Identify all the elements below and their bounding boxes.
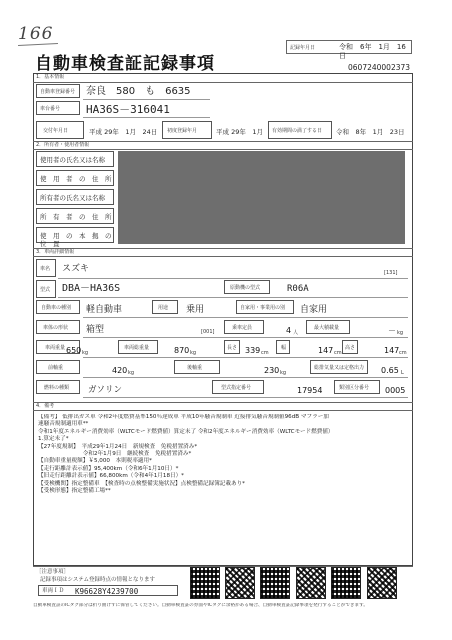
issue-label-cell (36, 121, 84, 139)
document-number: 0607240002373 (348, 63, 411, 72)
expiry-label-cell (268, 121, 332, 139)
remark-line: 令和2年1月9日 継続検査 免税措置済み* (38, 451, 192, 458)
width-value: 147 (318, 346, 334, 355)
owner-label-cell-0 (36, 151, 114, 167)
width-label-cell (276, 340, 290, 354)
issue-label: 交付年月日 (43, 128, 69, 134)
category-value: 0005 (385, 386, 406, 395)
rear-axle-value: 230 (264, 366, 280, 375)
capacity-label-cell (224, 320, 264, 334)
engine-label: 原動機の型式 (230, 285, 261, 291)
max-load-value: － (388, 326, 396, 335)
reg-no-label: 自動車登録番号 (40, 89, 76, 95)
use-label: 用途 (158, 305, 169, 311)
first-reg-label-cell (162, 121, 212, 139)
displacement-label-cell (310, 360, 368, 374)
max-load-unit: kg (397, 330, 404, 336)
type-designation-label: 型式指定番号 (221, 385, 252, 391)
vehicle-id-box (38, 585, 178, 596)
displacement-label: 総排気量又は定格出力 (314, 365, 365, 371)
height-value: 147 (384, 346, 400, 355)
rear-axle-label: 後軸重 (187, 365, 203, 371)
front-axle-value: 420 (112, 366, 128, 375)
width-label: 幅 (281, 345, 287, 351)
qr-code-1 (190, 567, 220, 599)
gross-label: 車両総重量 (124, 345, 150, 351)
remark-line: 【受検形態】指定整備工場** (38, 488, 111, 495)
qr-code-3 (260, 567, 290, 599)
type-designation-value: 17954 (297, 386, 323, 395)
shape-label: 車体の形状 (43, 325, 69, 331)
maker-label: 車名 (40, 266, 51, 272)
remark-line: 【走行距離計表示値】95,400km（令和6年1月10日）* (38, 465, 179, 472)
owner-row-label: 使 用 者 の 住 所 (40, 175, 112, 183)
category-label: 類別区分番号 (339, 385, 370, 391)
kind-label: 自動車の種別 (41, 305, 72, 311)
weight-label: 車両重量 (45, 345, 66, 351)
gross-label-cell (118, 340, 158, 354)
vehicle-id-value: K96628Y4239700 (75, 587, 139, 596)
qr-code-2 (225, 567, 255, 599)
private-value: 自家用 (300, 305, 328, 315)
owner-row-label: 所 有 者 の 住 所 (40, 213, 112, 221)
expiry-value: 令和 8年 1月 23日 (336, 128, 405, 136)
gross-unit: kg (190, 350, 197, 356)
model-label-cell (36, 280, 56, 298)
section4-header: 4．備考 (36, 403, 55, 409)
kind-label-cell (36, 300, 80, 314)
shape-label-cell (36, 320, 80, 334)
model-label: 型式 (40, 287, 51, 293)
record-date-label: 記録年月日 (290, 45, 316, 51)
engine-label-cell (224, 280, 270, 294)
notes-line: 記録事項はシステム登録時点の情報となります (40, 577, 155, 583)
shape-code: [001] (201, 329, 215, 335)
displacement-unit: L (401, 370, 404, 376)
weight-unit: kg (82, 350, 89, 356)
use-label-cell (152, 300, 178, 314)
length-label-cell (224, 340, 240, 354)
bottom-note: 自動車検査証のICタグ部分は折り曲げずに保管してください。自動車検査証の券面やICタグに余裕がある場合、自動車検査証記録事項を発行することができます。 (33, 603, 368, 608)
use-value: 乗用 (186, 305, 205, 315)
issue-value: 平成 29年 1月 24日 (89, 128, 158, 136)
height-label-cell (342, 340, 358, 354)
front-axle-label: 前軸重 (48, 365, 64, 371)
chassis-label: 車台番号 (40, 106, 61, 112)
remark-line: 【27年度規制】 平成29年1月24日 新規検査 免税措置済み* (38, 443, 198, 450)
front-axle-unit: kg (128, 370, 135, 376)
section1-header: 1．基本情報 (36, 74, 65, 80)
remark-line: 【旧走行距離計表示値】66,800km（令和4年1月18日）* (38, 473, 184, 480)
shape-value: 箱型 (86, 325, 105, 335)
private-label-cell (236, 300, 294, 314)
notes-header: ［注意事項］ (36, 569, 70, 575)
fuel-value: ガソリン (88, 385, 123, 395)
front-axle-label-cell (36, 360, 80, 374)
length-label: 長さ (227, 345, 238, 351)
maker-label-cell (36, 259, 56, 277)
remark-line: 【受検機関】指定整備車 【検査時の点検整備実施状況】点検整備記録簿記載あり* (38, 480, 245, 487)
maker-value: スズキ (62, 264, 90, 274)
displacement-value: 0.65 (381, 366, 399, 375)
chassis-label-cell (36, 101, 80, 115)
remark-line: 速騒音規制適用車** (38, 421, 89, 428)
remark-line: 1.算定未了* (38, 436, 69, 443)
height-label: 高さ (345, 345, 356, 351)
owner-label-cell-1 (36, 170, 114, 186)
page-title: 自動車検査証記録事項 (35, 54, 215, 74)
remark-line: 【備考】 低排出ガス車 令和2年度燃費基準150％達成車 平成10年騒音規制車 近接排気騒音規制値96dB マフラー加 (38, 414, 329, 420)
fuel-label-cell (36, 380, 80, 394)
owner-label-cell-2 (36, 189, 114, 205)
length-value: 339 (245, 346, 261, 355)
width-unit: cm (334, 350, 342, 356)
handwritten-number: 166 (18, 24, 54, 44)
remark-line: 【自動車重量税額】￥5,000 本則税率適用* (38, 458, 152, 465)
capacity-label: 乗車定員 (232, 325, 253, 331)
max-load-label-cell (306, 320, 350, 334)
gross-value: 870 (174, 346, 190, 355)
owner-row-label: 使用者の氏名又は名称 (40, 156, 105, 164)
capacity-unit: 人 (293, 330, 299, 336)
height-unit: cm (399, 350, 407, 356)
kind-value: 軽自動車 (86, 305, 123, 315)
remarks-block (38, 414, 406, 495)
section3-header: 3．車両詳細情報 (36, 249, 75, 255)
record-date-value: 令和 6年 1月 16日 (339, 43, 406, 60)
max-load-label: 最大積載量 (314, 325, 340, 331)
owner-row-label: 使 用 の 本 拠 の 位 置 (40, 232, 118, 248)
vehicle-id-label: 車両ＩＤ (42, 588, 65, 594)
owner-label-cell-4 (36, 227, 118, 248)
qr-code-4 (296, 567, 326, 599)
reg-no-label-cell (36, 84, 80, 98)
length-unit: cm (261, 350, 269, 356)
rear-axle-unit: kg (280, 370, 287, 376)
rear-axle-label-cell (174, 360, 220, 374)
model-value: DBA－HA36S (62, 283, 121, 294)
maker-code: [131] (384, 270, 398, 276)
owner-label-cell-3 (36, 208, 114, 224)
section2-header: 2．所有者・使用者情報 (36, 142, 90, 148)
fuel-label: 燃料の種類 (44, 385, 70, 391)
qr-code-6 (367, 567, 397, 599)
record-date-box (286, 40, 412, 60)
expiry-label: 有効期間の満了する日 (272, 128, 323, 134)
capacity-value: 4 (286, 326, 292, 335)
engine-value: R06A (287, 284, 309, 294)
owner-row-label: 所有者の氏名又は名称 (40, 194, 105, 202)
redacted-owner-info (118, 151, 405, 244)
chassis-value: HA36S－316041 (86, 103, 170, 116)
first-reg-value: 平成 29年 1月 (216, 128, 263, 136)
weight-value: 650 (66, 346, 82, 355)
category-label-cell (334, 380, 380, 394)
private-label: 自家用・事業用の別 (240, 305, 286, 311)
qr-code-5 (331, 567, 361, 599)
first-reg-label: 初度登録年月 (167, 128, 198, 134)
reg-no-value: 奈良 580 も 6635 (86, 86, 191, 97)
type-designation-label-cell (212, 380, 264, 394)
remark-line: 令和1年度エネルギー消費効率（WLTCモード燃費値）算定未了 令和2年度エネルギー消費効率（WLTCモード燃費値） (38, 428, 334, 435)
